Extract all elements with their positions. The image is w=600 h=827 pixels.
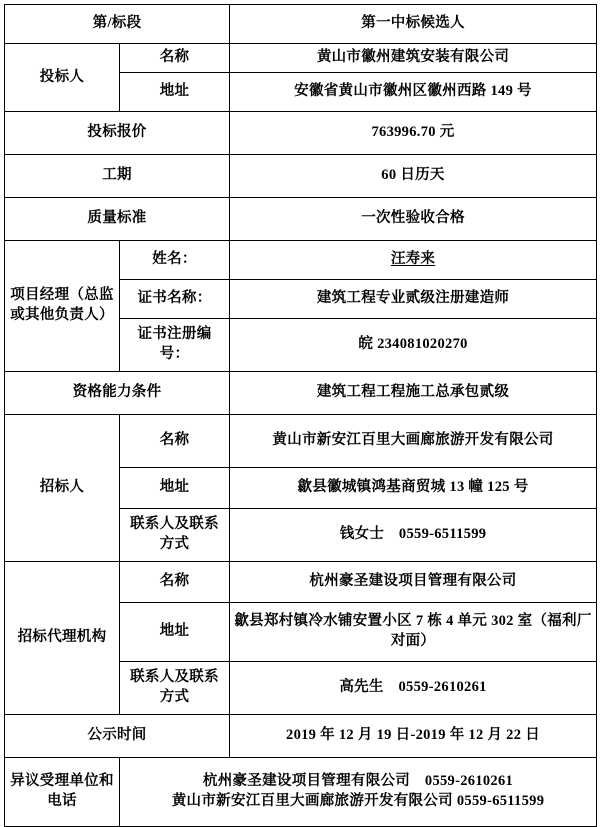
section-label: 第/标段	[5, 5, 230, 44]
table-row	[5, 5, 597, 44]
qualification-label: 资格能力条件	[5, 371, 230, 414]
tenderee-name-value: 黄山市新安江百里大画廊旅游开发有限公司	[230, 414, 597, 467]
table-row	[5, 714, 597, 757]
agency-label: 招标代理机构	[5, 561, 120, 714]
duration-label: 工期	[5, 154, 230, 197]
bidder-address-label: 地址	[120, 72, 230, 111]
tenderee-address-label: 地址	[120, 467, 230, 508]
table-row	[5, 111, 597, 154]
agency-contact-label: 联系人及联系方式	[120, 661, 230, 714]
tenderee-label: 招标人	[5, 414, 120, 561]
tenderee-address-value: 歙县徽城镇鸿基商贸城 13 幢 125 号	[230, 467, 597, 508]
tenderee-name-label: 名称	[120, 414, 230, 467]
dispute-line-2: 黄山市新安江百里大画廊旅游开发有限公司 0559-6511599	[171, 792, 545, 809]
agency-name-value: 杭州豪圣建设项目管理有限公司	[230, 561, 597, 602]
table-row	[5, 44, 597, 73]
tenderee-contact-value: 钱女士 0559-6511599	[230, 508, 597, 561]
dispute-contact-label: 异议受理单位和电话	[5, 757, 120, 826]
tenderee-contact-label: 联系人及联系方式	[120, 508, 230, 561]
table-row	[5, 371, 597, 414]
dispute-contact-value	[120, 757, 597, 826]
qualification-value: 建筑工程工程施工总承包贰级	[230, 371, 597, 414]
duration-value: 60 日历天	[230, 154, 597, 197]
bidder-name-label: 名称	[120, 44, 230, 73]
bidder-address-value: 安徽省黄山市徽州区徽州西路 149 号	[230, 72, 597, 111]
agency-address-label: 地址	[120, 602, 230, 661]
agency-address-value: 歙县郑村镇冷水铺安置小区 7 栋 4 单元 302 室（福利厂对面）	[230, 602, 597, 661]
pm-name-label: 姓名：	[120, 240, 230, 279]
pm-cert-name-value: 建筑工程专业贰级注册建造师	[230, 279, 597, 318]
table-row	[5, 757, 597, 826]
table-row	[5, 414, 597, 467]
bidder-label: 投标人	[5, 44, 120, 112]
bidder-name-value: 黄山市徽州建筑安装有限公司	[230, 44, 597, 73]
publicity-period-value: 2019 年 12 月 19 日-2019 年 12 月 22 日	[230, 714, 597, 757]
publicity-period-label: 公示时间	[5, 714, 230, 757]
quality-label: 质量标准	[5, 197, 230, 240]
section-value: 第一中标候选人	[230, 5, 597, 44]
agency-name-label: 名称	[120, 561, 230, 602]
quality-value: 一次性验收合格	[230, 197, 597, 240]
bid-candidate-table	[4, 4, 597, 827]
project-manager-label: 项目经理（总监或其他负责人）	[5, 240, 120, 371]
table-row	[5, 240, 597, 279]
agency-contact-value: 高先生 0559-2610261	[230, 661, 597, 714]
pm-cert-name-label: 证书名称：	[120, 279, 230, 318]
bid-price-label: 投标报价	[5, 111, 230, 154]
pm-name-value: 汪寿来	[230, 240, 597, 279]
bid-price-value: 763996.70 元	[230, 111, 597, 154]
table-row	[5, 561, 597, 602]
pm-cert-no-label: 证书注册编号：	[120, 318, 230, 371]
pm-cert-no-value: 皖 234081020270	[230, 318, 597, 371]
dispute-line-1: 杭州豪圣建设项目管理有限公司 0559-2610261	[202, 773, 514, 789]
table-row	[5, 197, 597, 240]
table-row	[5, 154, 597, 197]
